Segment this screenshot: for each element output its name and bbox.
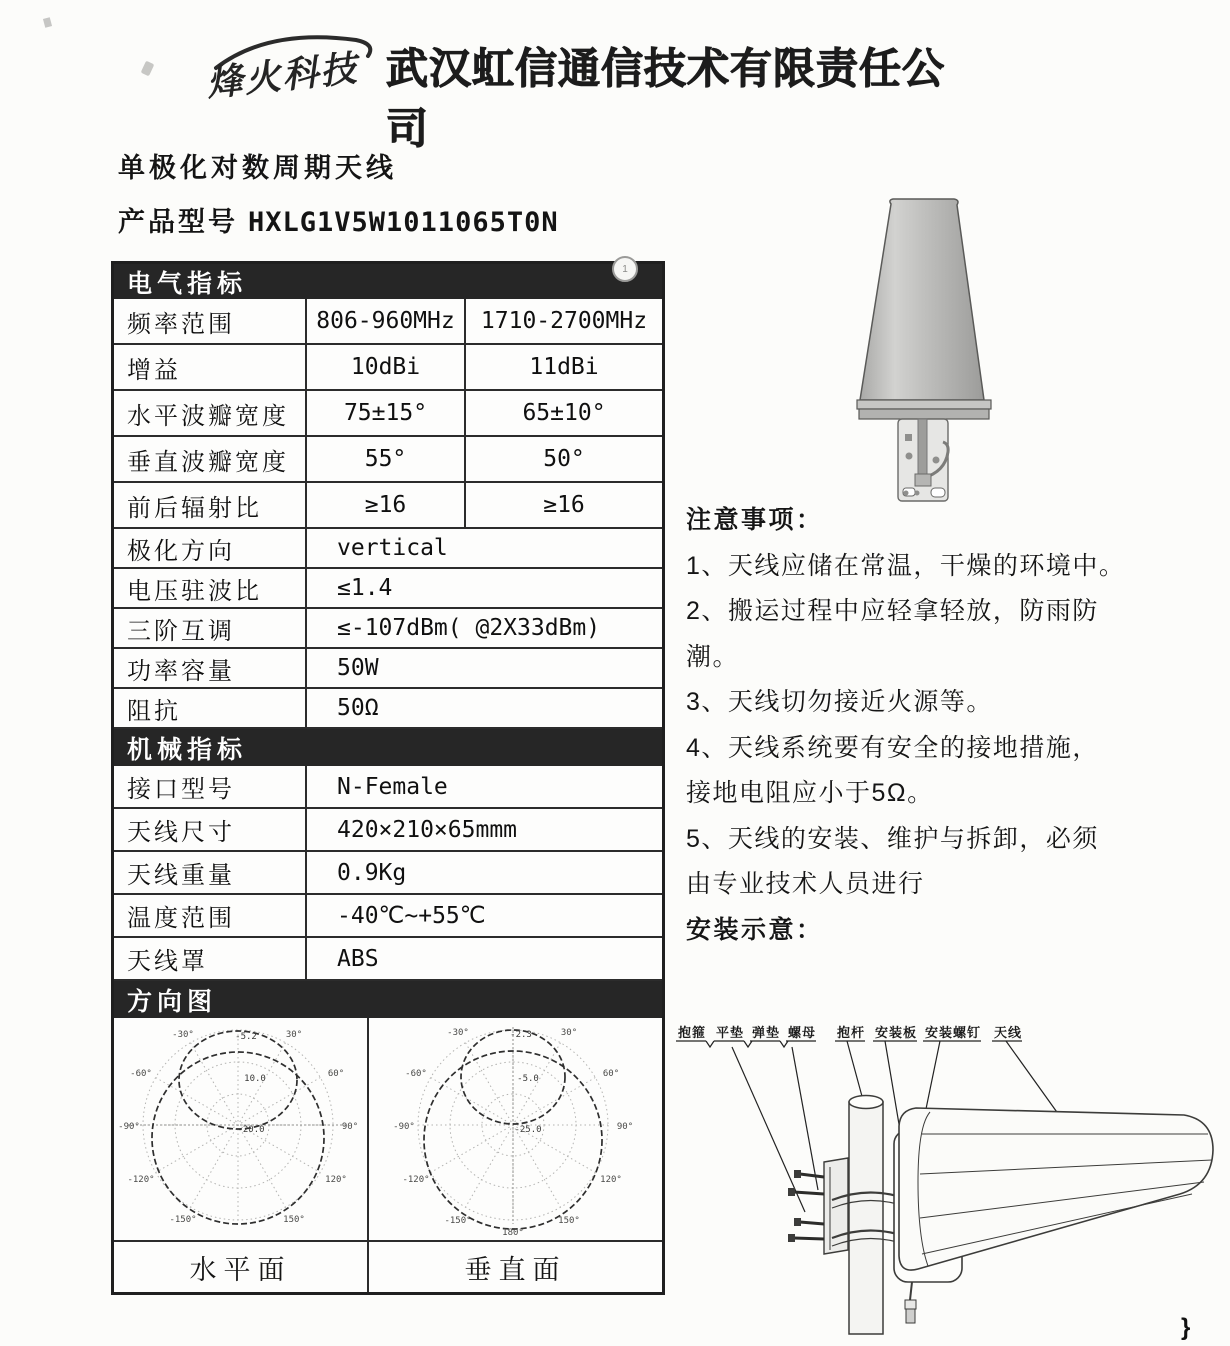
angle-label: 90° — [341, 1122, 358, 1132]
part-label: 安装板 — [875, 1026, 918, 1041]
table-row: 前后辐射比 ≥16 ≥16 — [114, 483, 662, 529]
angle-label: 120° — [324, 1175, 347, 1185]
note-line: 由专业技术人员进行 — [686, 870, 925, 898]
angle-label: -120° — [126, 1175, 155, 1185]
angle-label: 60° — [327, 1069, 344, 1079]
part-label: 弹垫 — [752, 1026, 781, 1041]
angle-label: -30° — [171, 1030, 194, 1040]
section-header-electrical: 电气指标 — [114, 264, 662, 299]
table-row: 频率范围 806-960MHz 1710-2700MHz — [114, 299, 662, 345]
angle-label: -60° — [404, 1069, 427, 1079]
part-label: 抱箍 — [678, 1026, 707, 1041]
angle-label: 150° — [557, 1216, 580, 1226]
radial-label: -5.2 — [234, 1032, 257, 1042]
caption-horizontal-plane: 水平面 — [114, 1242, 369, 1292]
polar-plot-horizontal — [114, 1018, 369, 1240]
table-row: 水平波瓣宽度 75±15° 65±10° — [114, 391, 662, 437]
angle-label: 30° — [560, 1028, 577, 1038]
table-row: 三阶互调 ≤-107dBm( @2X33dBm) — [114, 609, 662, 649]
note-line: 4、天线系统要有安全的接地措施， — [686, 733, 1099, 762]
angle-label: -120° — [401, 1175, 430, 1185]
spec-table — [111, 261, 665, 1295]
note-line: 接地电阻应小于5Ω。 — [686, 779, 934, 807]
radial-label: 10.0 — [243, 1074, 266, 1084]
table-row: 天线重量 0.9Kg — [114, 852, 662, 895]
polar-plot-vertical — [369, 1018, 662, 1240]
note-line: 5、天线的安装、维护与拆卸，必须 — [686, 824, 1099, 853]
table-row: 增益 10dBi 11dBi — [114, 345, 662, 391]
table-row: 功率容量 50W — [114, 649, 662, 689]
note-line: 潮。 — [686, 642, 740, 671]
angle-label: -30° — [446, 1028, 469, 1038]
table-row: 天线罩 ABS — [114, 938, 662, 981]
notes-title: 注意事项： — [686, 506, 824, 534]
scan-speck — [43, 17, 52, 28]
antenna-product-photo — [853, 190, 1003, 510]
radial-label: -5.0 — [516, 1074, 539, 1084]
table-row: 垂直波瓣宽度 55° 50° — [114, 437, 662, 483]
product-title: 单极化对数周期天线 — [118, 153, 397, 183]
note-line: 2、搬运过程中应轻拿轻放，防雨防 — [686, 597, 1099, 625]
caption-vertical-plane: 垂直面 — [464, 1254, 567, 1285]
angle-label: 90° — [616, 1122, 633, 1132]
scan-stamp-circle: 1 — [612, 256, 638, 282]
model-prefix: 产品型号 — [118, 207, 238, 237]
table-row: 接口型号 N-Female — [114, 766, 662, 809]
notes-block — [686, 498, 1186, 953]
note-line: 3、天线切勿接近火源等。 — [686, 688, 993, 716]
company-name: 武汉虹信通信技术有限责任公司 — [386, 45, 946, 152]
angle-label: 30° — [285, 1030, 302, 1040]
part-label: 平垫 — [716, 1026, 745, 1041]
scan-speck — [141, 61, 155, 77]
scan-corner-mark: } — [1181, 1314, 1191, 1341]
part-label: 螺母 — [788, 1026, 817, 1041]
angle-label: 60° — [602, 1069, 619, 1079]
angle-label: -90° — [392, 1122, 415, 1132]
part-label: 天线 — [994, 1026, 1023, 1041]
logo-text: 烽火科技 — [204, 48, 361, 104]
model-number: HXLG1V5W1011065T0N — [248, 207, 559, 238]
angle-label: 180° — [501, 1228, 524, 1238]
table-row: 阻抗 50Ω — [114, 689, 662, 729]
section-header-pattern: 方向图 — [114, 981, 662, 1018]
table-row: 电压驻波比 ≤1.4 — [114, 569, 662, 609]
section-header-mechanical: 机械指标 — [114, 729, 662, 766]
model-line — [118, 200, 559, 239]
install-title: 安装示意： — [686, 915, 824, 944]
note-line: 1、天线应储在常温，干燥的环境中。 — [686, 551, 1126, 580]
part-label: 安装螺钉 — [925, 1026, 982, 1041]
radial-label: -2.3 — [509, 1030, 532, 1040]
table-row: 天线尺寸 420×210×65mmm — [114, 809, 662, 852]
angle-label: 150° — [282, 1215, 305, 1225]
angle-label: -150° — [443, 1216, 472, 1226]
radial-label: -25.0 — [513, 1125, 542, 1135]
angle-label: -60° — [129, 1069, 152, 1079]
company-logo — [198, 26, 383, 118]
installation-diagram — [672, 1022, 1224, 1342]
table-row: 温度范围 -40℃~+55℃ — [114, 895, 662, 938]
angle-label: -150° — [168, 1215, 197, 1225]
radial-label: -20.0 — [236, 1125, 265, 1135]
angle-label: -90° — [117, 1122, 140, 1132]
pattern-captions — [114, 1242, 662, 1292]
pattern-plots — [114, 1018, 662, 1242]
part-label: 抱杆 — [837, 1026, 866, 1041]
angle-label: 120° — [599, 1175, 622, 1185]
table-row: 极化方向 vertical — [114, 529, 662, 569]
